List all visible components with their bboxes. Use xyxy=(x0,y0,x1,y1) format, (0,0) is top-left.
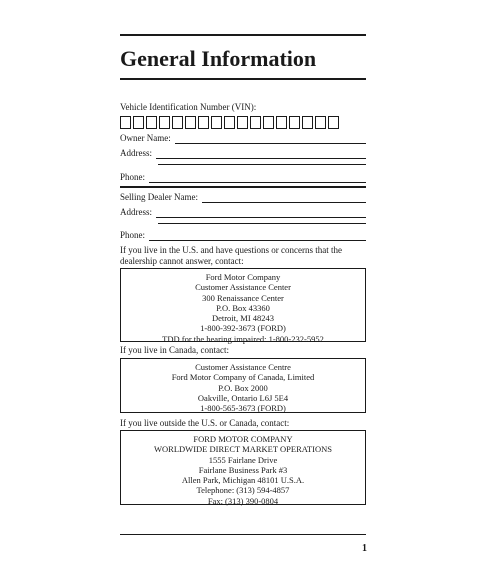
section-divider xyxy=(120,186,366,188)
page-title: General Information xyxy=(120,46,317,71)
bottom-rule xyxy=(120,534,366,535)
vin-character-box[interactable] xyxy=(250,116,261,129)
dealer-name-label: Selling Dealer Name: xyxy=(120,192,198,202)
dealer-address-field[interactable] xyxy=(120,207,366,218)
intl-contact-box xyxy=(120,430,366,505)
vin-character-box[interactable] xyxy=(198,116,209,129)
vin-character-box[interactable] xyxy=(289,116,300,129)
vin-character-box[interactable] xyxy=(120,116,131,129)
canada-contact-line: Ford Motor Company of Canada, Limited xyxy=(171,372,315,383)
canada-contact-line: P.O. Box 2000 xyxy=(218,382,268,393)
us-contact-line: Ford Motor Company xyxy=(205,272,281,282)
vin-character-box[interactable] xyxy=(146,116,157,129)
page-number: 1 xyxy=(362,543,367,554)
us-intro-line-2: dealership cannot answer, contact: xyxy=(120,256,244,266)
vin-character-box[interactable] xyxy=(237,116,248,129)
dealer-phone-label: Phone: xyxy=(120,230,146,240)
canada-contact-line: Customer Assistance Centre xyxy=(195,362,291,372)
dealer-address-label: Address: xyxy=(120,207,152,217)
vin-character-box[interactable] xyxy=(172,116,183,129)
owner-phone-label: Phone: xyxy=(120,172,146,182)
vin-character-box[interactable] xyxy=(328,116,339,129)
canada-contact-line: 1-800-565-3673 (FORD) xyxy=(200,403,286,414)
dealer-phone-line[interactable] xyxy=(149,231,366,241)
vin-character-box[interactable] xyxy=(185,116,196,129)
owner-address-label: Address: xyxy=(120,148,152,158)
dealer-phone-field[interactable] xyxy=(120,230,366,241)
canada-contact-line: Oakville, Ontario L6J 5E4 xyxy=(197,392,289,403)
vin-label: Vehicle Identification Number (VIN): xyxy=(120,102,257,112)
owner-name-line[interactable] xyxy=(175,134,366,144)
owner-name-label: Owner Name: xyxy=(120,133,171,143)
owner-address-line[interactable] xyxy=(156,149,366,159)
intl-contact-line: 1555 Fairlane Drive xyxy=(208,454,278,465)
vin-boxes xyxy=(120,116,339,129)
owner-phone-field[interactable] xyxy=(120,172,366,183)
us-contact-line: 300 Renaissance Center xyxy=(202,292,284,303)
dealer-name-line[interactable] xyxy=(202,193,366,203)
owner-phone-line[interactable] xyxy=(149,173,366,183)
intl-contact-line: Allen Park, Michigan 48101 U.S.A. xyxy=(181,475,305,486)
owner-address-field[interactable] xyxy=(120,148,366,159)
owner-name-field[interactable] xyxy=(120,133,366,144)
vin-character-box[interactable] xyxy=(263,116,274,129)
canada-contact-box xyxy=(120,358,366,413)
us-contact-line: TDD for the hearing impaired: 1-800-232-5952 xyxy=(162,333,324,344)
intl-contact-line: WORLDWIDE DIRECT MARKET OPERATIONS xyxy=(154,444,332,455)
dealer-address-line[interactable] xyxy=(156,208,366,218)
vin-character-box[interactable] xyxy=(315,116,326,129)
us-contact-line: Detroit, MI 48243 xyxy=(211,313,275,324)
dealer-name-field[interactable] xyxy=(120,192,366,203)
top-rule xyxy=(120,34,366,36)
dealer-address-line-2[interactable] xyxy=(158,223,366,224)
intl-contact-line: Fairlane Business Park #3 xyxy=(198,464,288,475)
us-contact-line: 1-800-392-3673 (FORD) xyxy=(200,323,286,334)
intl-contact-line: FORD MOTOR COMPANY xyxy=(193,434,293,444)
intl-contact-line: Telephone: (313) 594-4857 xyxy=(196,485,290,496)
canada-intro: If you live in Canada, contact: xyxy=(120,345,229,355)
title-underline xyxy=(120,78,366,80)
us-contact-line: Customer Assistance Center xyxy=(195,282,291,293)
vin-character-box[interactable] xyxy=(302,116,313,129)
vin-character-box[interactable] xyxy=(159,116,170,129)
vin-character-box[interactable] xyxy=(133,116,144,129)
us-contact-box xyxy=(120,268,366,342)
owner-address-line-2[interactable] xyxy=(158,164,366,165)
us-contact-line: P.O. Box 43360 xyxy=(216,302,270,313)
us-intro-line-1: If you live in the U.S. and have questions or concerns that the xyxy=(120,245,342,255)
vin-character-box[interactable] xyxy=(224,116,235,129)
intl-intro: If you live outside the U.S. or Canada, contact: xyxy=(120,418,290,428)
vin-character-box[interactable] xyxy=(276,116,287,129)
intl-contact-line: Fax: (313) 390-0804 xyxy=(207,495,279,506)
vin-character-box[interactable] xyxy=(211,116,222,129)
